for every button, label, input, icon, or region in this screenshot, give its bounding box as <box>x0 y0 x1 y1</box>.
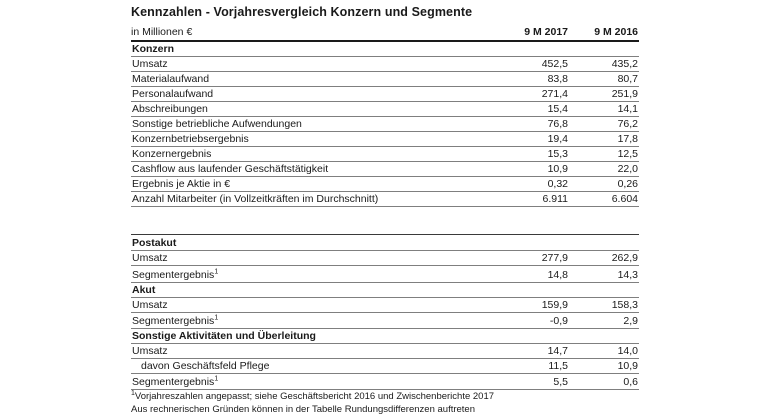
table-row: Umsatz 14,7 14,0 <box>132 345 638 357</box>
table-row: Segmentergebnis$^1$ -0,9 2,9 <box>132 314 638 327</box>
footnote-1: $^1$Vorjahreszahlen angepasst; siehe Geschäftsbericht 2016 und Zwischenberichte 2017 <box>131 389 495 402</box>
table-row: davon Geschäftsfeld Pflege 11,5 10,9 <box>131 359 639 374</box>
column-header-2017: 9 M 2017 <box>524 26 568 38</box>
section-heading-sonstige: Sonstige Aktivitäten und Überleitung <box>131 329 639 344</box>
unit-label: in Millionen € <box>131 26 193 38</box>
section-heading-akut: Akut <box>131 283 639 298</box>
table-row: Konzernbetriebsergebnis 19,4 17,8 <box>132 133 638 145</box>
table-row: Umsatz 452,5 435,2 <box>132 58 638 70</box>
table-row: Umsatz 159,9 158,3 <box>132 299 638 311</box>
footnote-2: Aus rechnerischen Gründen können in der Tabelle Rundungsdifferenzen auftreten <box>131 404 475 415</box>
table-title: Kennzahlen - Vorjahresvergleich Konzern und Segmente <box>131 5 473 19</box>
table-row: Segmentergebnis$^1$ 5,5 0,6 <box>132 375 638 388</box>
table-row: Personalaufwand 271,4 251,9 <box>132 88 638 100</box>
table-row: Anzahl Mitarbeiter (in Vollzeitkräften im Durchschnitt) 6.911 6.604 <box>132 193 638 205</box>
column-header-2016: 9 M 2016 <box>594 26 638 38</box>
table-row: Materialaufwand 83,8 80,7 <box>132 73 638 85</box>
table-row: Sonstige betriebliche Aufwendungen 76,8 76,2 <box>132 118 638 130</box>
table-row: Ergebnis je Aktie in € 0,32 0,26 <box>132 178 638 190</box>
table-row: Konzernergebnis 15,3 12,5 <box>132 148 638 160</box>
table-row: Segmentergebnis$^1$ 14,8 14,3 <box>131 266 639 283</box>
section-heading-postakut: Postakut <box>131 235 639 251</box>
table-row: Cashflow aus laufender Geschäftstätigkeit 10,9 22,0 <box>132 163 638 175</box>
table-row: Abschreibungen 15,4 14,1 <box>132 103 638 115</box>
table-row: Umsatz 277,9 262,9 <box>132 252 638 264</box>
section-heading-konzern: Konzern <box>131 42 639 57</box>
